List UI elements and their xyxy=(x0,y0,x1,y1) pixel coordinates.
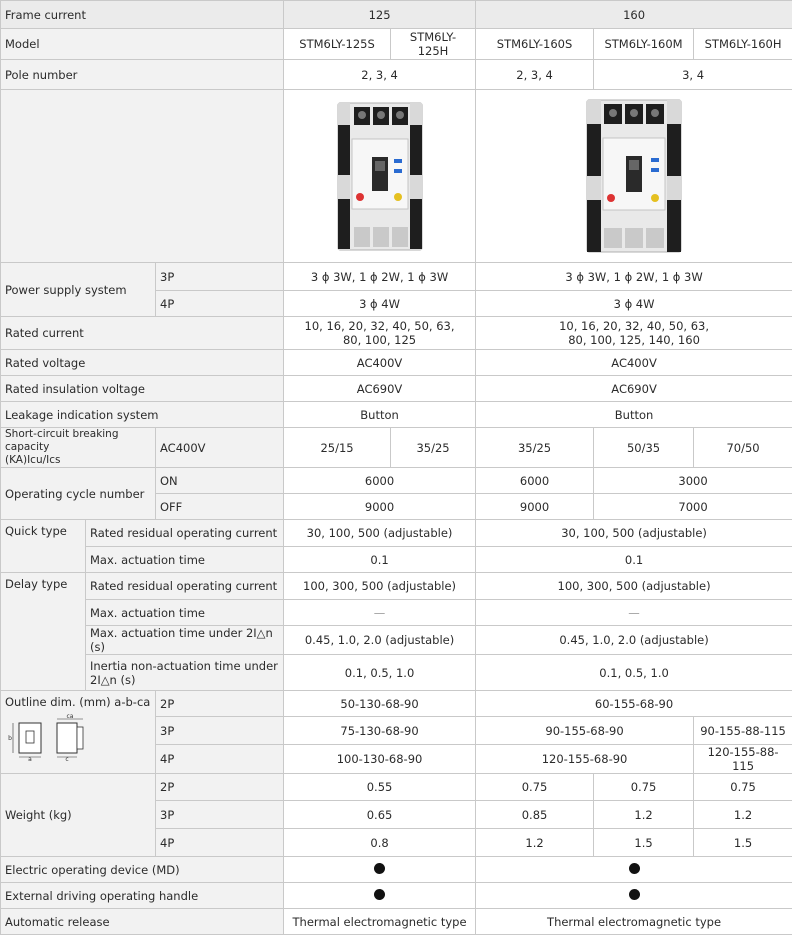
frame-current-125: 125 xyxy=(284,1,476,29)
breaking-label xyxy=(1,428,156,468)
rated-current-160-line1: 10, 16, 20, 32, 40, 50, 63, xyxy=(559,319,709,333)
model-160m: STM6LY-160M xyxy=(594,29,694,60)
external-handle-160 xyxy=(476,883,792,909)
electric-device-160 xyxy=(476,857,792,883)
row-rated-insulation xyxy=(1,376,792,402)
model-125h: STM6LY-125H xyxy=(391,29,476,60)
leakage-125: Button xyxy=(284,402,476,428)
weight-2p-160s: 0.75 xyxy=(476,774,594,801)
operating-on-125: 6000 xyxy=(284,468,476,494)
power-supply-label: Power supply system xyxy=(1,263,156,317)
row-auto-release xyxy=(1,909,792,935)
delay-inertia-label xyxy=(86,655,284,691)
rated-insulation-label: Rated insulation voltage xyxy=(1,376,284,402)
rated-current-125-line2: 80, 100, 125 xyxy=(343,333,416,347)
weight-4p-160s: 1.2 xyxy=(476,829,594,857)
power-supply-3p-160: 3 ϕ 3W, 1 ϕ 2W, 1 ϕ 3W xyxy=(476,263,792,291)
row-delay-max2 xyxy=(1,626,792,655)
row-delay-residual xyxy=(1,573,792,600)
row-frame-current xyxy=(1,1,792,29)
outline-fig-a: a xyxy=(28,756,32,761)
outline-3p-125: 75-130-68-90 xyxy=(284,717,476,745)
weight-2p-160h: 0.75 xyxy=(694,774,792,801)
operating-off-160mh: 7000 xyxy=(594,494,792,520)
row-pole-number xyxy=(1,60,792,90)
breaking-label-line2: (KA)Icu/Ics xyxy=(5,454,60,466)
rated-current-160-line2: 80, 100, 125, 140, 160 xyxy=(568,333,700,347)
delay-inertia-label-line2: 2I△n (s) xyxy=(90,673,135,687)
rated-current-160 xyxy=(476,317,792,350)
delay-max2-160: 0.45, 1.0, 2.0 (adjustable) xyxy=(476,626,792,655)
delay-inertia-label-line1: Inertia non-actuation time under xyxy=(90,659,278,673)
row-outline-2p xyxy=(1,691,792,717)
filled-dot-icon xyxy=(374,863,385,874)
operating-off-160s: 9000 xyxy=(476,494,594,520)
row-external-handle xyxy=(1,883,792,909)
delay-max-label: Max. actuation time xyxy=(86,600,284,626)
outline-4p-label: 4P xyxy=(156,745,284,774)
outline-4p-160h: 120-155-88-115 xyxy=(694,745,792,774)
breaking-125h: 35/25 xyxy=(391,428,476,468)
delay-max-160: — xyxy=(476,600,792,626)
row-quick-max xyxy=(1,547,792,573)
outline-3p-160sm: 90-155-68-90 xyxy=(476,717,694,745)
operating-on-160s: 6000 xyxy=(476,468,594,494)
breaker-160-image xyxy=(476,90,792,263)
quick-residual-125: 30, 100, 500 (adjustable) xyxy=(284,520,476,547)
row-delay-max xyxy=(1,600,792,626)
weight-2p-label: 2P xyxy=(156,774,284,801)
frame-current-160: 160 xyxy=(476,1,792,29)
breaking-160h: 70/50 xyxy=(694,428,792,468)
power-supply-3p-label: 3P xyxy=(156,263,284,291)
outline-4p-160sm: 120-155-68-90 xyxy=(476,745,694,774)
power-supply-4p-160: 3 ϕ 4W xyxy=(476,291,792,317)
row-weight-2p xyxy=(1,774,792,801)
outline-dimension-icon xyxy=(5,713,101,761)
row-model xyxy=(1,29,792,60)
frame-current-label: Frame current xyxy=(1,1,284,29)
delay-residual-label: Rated residual operating current xyxy=(86,573,284,600)
row-power-supply-3p xyxy=(1,263,792,291)
pole-number-160s: 2, 3, 4 xyxy=(476,60,594,90)
external-handle-125 xyxy=(284,883,476,909)
auto-release-125: Thermal electromagnetic type xyxy=(284,909,476,935)
weight-4p-125: 0.8 xyxy=(284,829,476,857)
pole-number-160mh: 3, 4 xyxy=(594,60,792,90)
outline-label-cell xyxy=(1,691,156,774)
weight-3p-160m: 1.2 xyxy=(594,801,694,829)
weight-3p-160s: 0.85 xyxy=(476,801,594,829)
delay-inertia-160: 0.1, 0.5, 1.0 xyxy=(476,655,792,691)
weight-4p-160h: 1.5 xyxy=(694,829,792,857)
weight-2p-125: 0.55 xyxy=(284,774,476,801)
breaker-125-icon xyxy=(330,99,430,254)
rated-insulation-160: AC690V xyxy=(476,376,792,402)
filled-dot-icon xyxy=(629,863,640,874)
pole-number-125: 2, 3, 4 xyxy=(284,60,476,90)
breaking-125s: 25/15 xyxy=(284,428,391,468)
image-label-cell xyxy=(1,90,284,263)
weight-2p-160m: 0.75 xyxy=(594,774,694,801)
breaking-label-line1: Short-circuit breaking capacity xyxy=(5,428,119,453)
weight-3p-160h: 1.2 xyxy=(694,801,792,829)
delay-type-label: Delay type xyxy=(1,573,86,691)
rated-current-125 xyxy=(284,317,476,350)
delay-max2-125: 0.45, 1.0, 2.0 (adjustable) xyxy=(284,626,476,655)
external-handle-label: External driving operating handle xyxy=(1,883,284,909)
breaking-160s: 35/25 xyxy=(476,428,594,468)
outline-4p-125: 100-130-68-90 xyxy=(284,745,476,774)
auto-release-160: Thermal electromagnetic type xyxy=(476,909,792,935)
leakage-160: Button xyxy=(476,402,792,428)
outline-label: Outline dim. (mm) a-b-ca xyxy=(5,695,150,709)
outline-fig-b: b xyxy=(8,735,12,742)
rated-insulation-125: AC690V xyxy=(284,376,476,402)
delay-max2-label: Max. actuation time under 2I△n (s) xyxy=(86,626,284,655)
outline-3p-label: 3P xyxy=(156,717,284,745)
row-rated-voltage xyxy=(1,350,792,376)
operating-off-125: 9000 xyxy=(284,494,476,520)
filled-dot-icon xyxy=(629,889,640,900)
breaker-125-image xyxy=(284,90,476,263)
leakage-label: Leakage indication system xyxy=(1,402,284,428)
delay-inertia-125: 0.1, 0.5, 1.0 xyxy=(284,655,476,691)
row-electric-device xyxy=(1,857,792,883)
operating-cycle-label: Operating cycle number xyxy=(1,468,156,520)
delay-residual-125: 100, 300, 500 (adjustable) xyxy=(284,573,476,600)
rated-current-125-line1: 10, 16, 20, 32, 40, 50, 63, xyxy=(305,319,455,333)
row-leakage xyxy=(1,402,792,428)
quick-residual-label: Rated residual operating current xyxy=(86,520,284,547)
filled-dot-icon xyxy=(374,889,385,900)
model-160s: STM6LY-160S xyxy=(476,29,594,60)
quick-type-label: Quick type xyxy=(1,520,86,573)
model-label: Model xyxy=(1,29,284,60)
electric-device-125 xyxy=(284,857,476,883)
outline-fig-ca: ca xyxy=(67,713,74,720)
rated-current-label: Rated current xyxy=(1,317,284,350)
pole-number-label: Pole number xyxy=(1,60,284,90)
weight-4p-160m: 1.5 xyxy=(594,829,694,857)
quick-residual-160: 30, 100, 500 (adjustable) xyxy=(476,520,792,547)
model-160h: STM6LY-160H xyxy=(694,29,792,60)
row-quick-residual xyxy=(1,520,792,547)
row-product-image xyxy=(1,90,792,263)
row-operating-on xyxy=(1,468,792,494)
outline-2p-label: 2P xyxy=(156,691,284,717)
weight-label: Weight (kg) xyxy=(1,774,156,857)
electric-device-label: Electric operating device (MD) xyxy=(1,857,284,883)
quick-max-label: Max. actuation time xyxy=(86,547,284,573)
power-supply-3p-125: 3 ϕ 3W, 1 ϕ 2W, 1 ϕ 3W xyxy=(284,263,476,291)
breaking-voltage: AC400V xyxy=(156,428,284,468)
weight-3p-125: 0.65 xyxy=(284,801,476,829)
delay-max-125: — xyxy=(284,600,476,626)
breaker-160-icon xyxy=(579,96,689,256)
weight-4p-label: 4P xyxy=(156,829,284,857)
quick-max-160: 0.1 xyxy=(476,547,792,573)
row-rated-current xyxy=(1,317,792,350)
outline-3p-160h: 90-155-88-115 xyxy=(694,717,792,745)
rated-voltage-label: Rated voltage xyxy=(1,350,284,376)
operating-off-label: OFF xyxy=(156,494,284,520)
operating-on-160mh: 3000 xyxy=(594,468,792,494)
auto-release-label: Automatic release xyxy=(1,909,284,935)
rated-voltage-160: AC400V xyxy=(476,350,792,376)
rated-voltage-125: AC400V xyxy=(284,350,476,376)
breaking-160m: 50/35 xyxy=(594,428,694,468)
outline-2p-160: 60-155-68-90 xyxy=(476,691,792,717)
operating-on-label: ON xyxy=(156,468,284,494)
row-breaking-capacity xyxy=(1,428,792,468)
weight-3p-label: 3P xyxy=(156,801,284,829)
delay-residual-160: 100, 300, 500 (adjustable) xyxy=(476,573,792,600)
power-supply-4p-label: 4P xyxy=(156,291,284,317)
outline-2p-125: 50-130-68-90 xyxy=(284,691,476,717)
model-125s: STM6LY-125S xyxy=(284,29,391,60)
row-delay-inertia xyxy=(1,655,792,691)
outline-fig-c: c xyxy=(65,756,68,761)
quick-max-125: 0.1 xyxy=(284,547,476,573)
power-supply-4p-125: 3 ϕ 4W xyxy=(284,291,476,317)
